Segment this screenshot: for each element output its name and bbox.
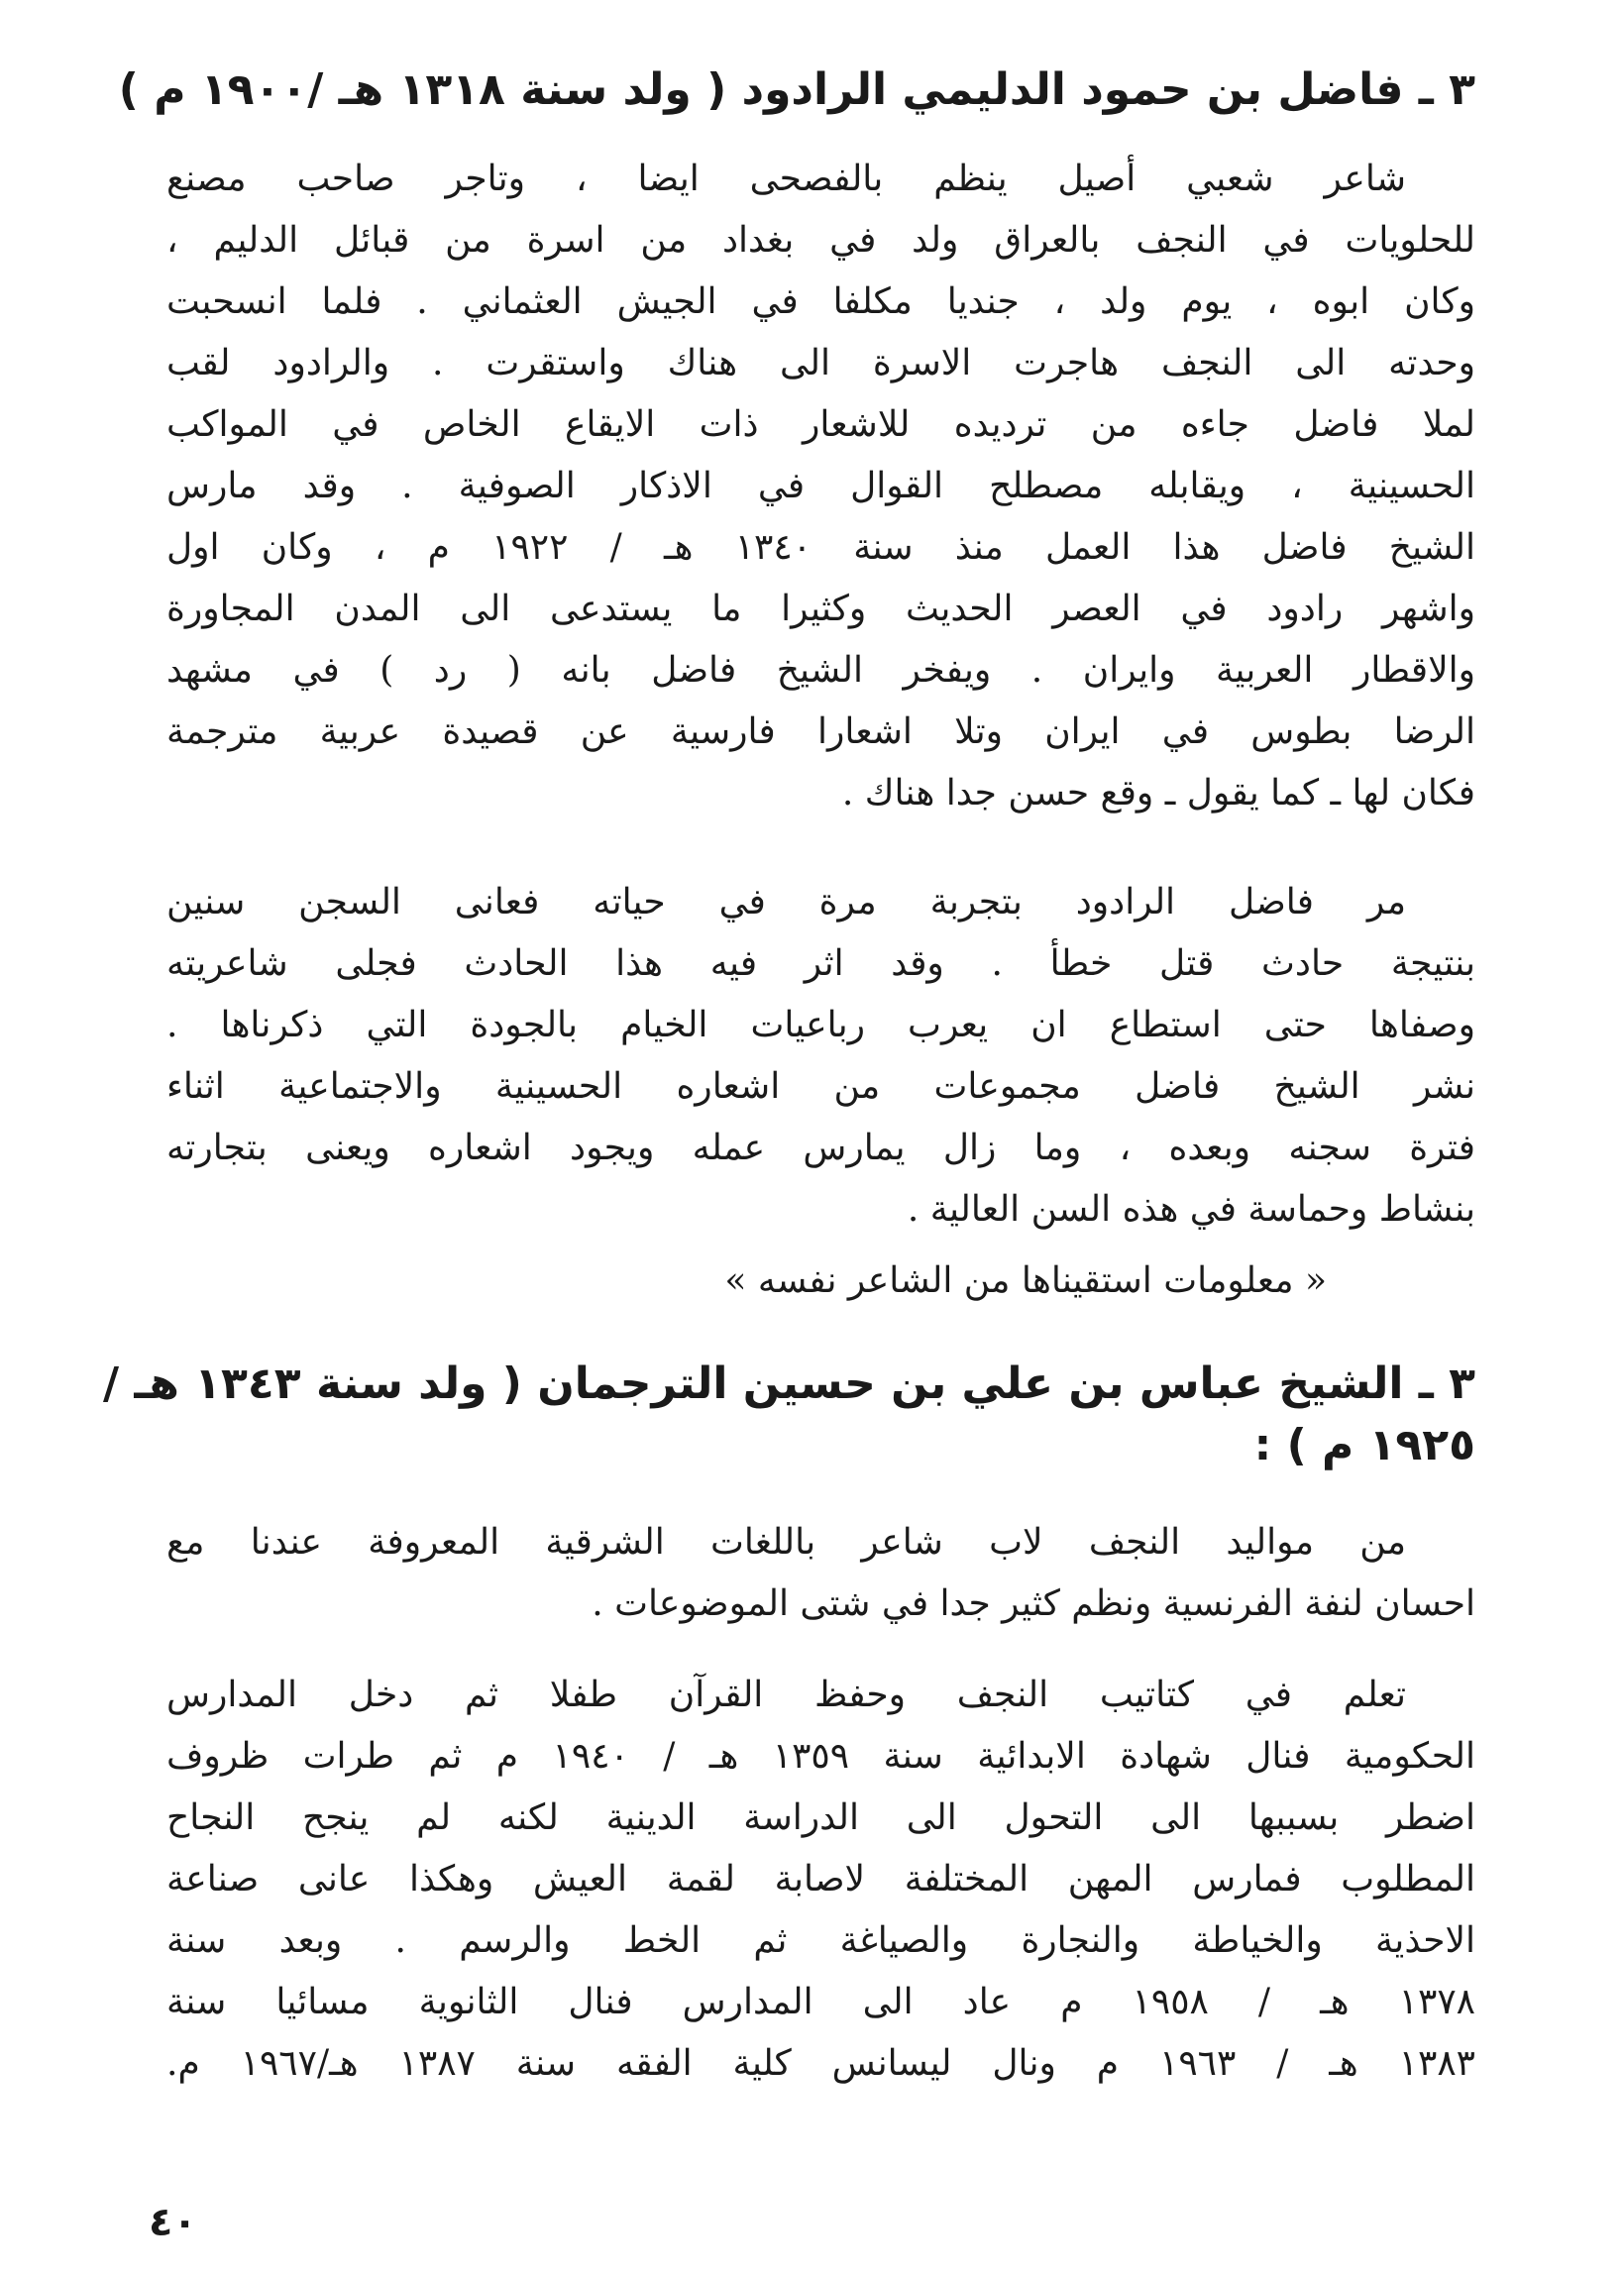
text-line: الاحذية والخياطة والنجارة والصياغة ثم الخط والرسم . وبعد سنة xyxy=(166,1920,1475,1961)
text-line: بنتيجة حادث قتل خطأ . وقد اثر فيه هذا الحادث فجلى شاعريته xyxy=(166,943,1475,984)
text-line: الرضا بطوس في ايران وتلا اشعارا فارسية عن قصيدة عربية مترجمة xyxy=(166,711,1475,752)
text-line: المطلوب فمارس المهن المختلفة لاصابة لقمة العيش وهكذا عانى صناعة xyxy=(166,1859,1475,1899)
text-line: الحكومية فنال شهادة الابدائية سنة ١٣٥٩ هـ / ١٩٤٠ م ثم طرات ظروف xyxy=(166,1736,1476,1777)
text-line: من مواليد النجف لاب شاعر باللغات الشرقية المعروفة عندنا مع xyxy=(166,1522,1406,1563)
section-heading-abbas-line2: ١٩٢٥ م ) : xyxy=(1253,1420,1475,1470)
text-line: اضطر بسببها الى التحول الى الدراسة الدينية لكنه لم ينجح النجاح xyxy=(166,1797,1475,1838)
text-line: والاقطار العربية وايران . ويفخر الشيخ فاضل بانه ( رد ) في مشهد xyxy=(166,650,1475,691)
text-line: نشر الشيخ فاضل مجموعات من اشعاره الحسينية والاجتماعية اثناء xyxy=(166,1066,1475,1107)
text-line: مر فاضل الرادود بتجربة مرة في حياته فعانى السجن سنين xyxy=(166,882,1406,922)
text-line: ١٣٨٣ هـ / ١٩٦٣ م ونال ليسانس كلية الفقه سنة ١٣٨٧ هـ/١٩٦٧ م. xyxy=(166,2043,1475,2084)
section-heading-abbas-line1: ٣ ـ الشيخ عباس بن علي بن حسين الترجمان ( ولد سنة ١٣٤٣ هـ / xyxy=(102,1358,1475,1409)
page-number: ٤٠ xyxy=(149,2200,197,2245)
text-line: ١٣٧٨ هـ / ١٩٥٨ م عاد الى المدارس فنال الثانوية مسائيا سنة xyxy=(166,1982,1475,2022)
paragraph-fadhil-prison xyxy=(166,872,1475,1241)
text-line: للحلويات في النجف بالعراق ولد في بغداد من اسرة من قبائل الدليم ، xyxy=(166,220,1475,261)
text-line: وحدته الى النجف هاجرت الاسرة الى هناك واستقرت . والرادود لقب xyxy=(166,343,1475,383)
text-line: احسان لنفة الفرنسية ونظم كثير جدا في شتى الموضوعات . xyxy=(592,1583,1475,1624)
text-line: بنشاط وحماسة في هذه السن العالية . xyxy=(907,1189,1475,1230)
source-note: « معلومات استقيناها من الشاعر نفسه » xyxy=(724,1260,1327,1301)
text-line: واشهر رادود في العصر الحديث وكثيرا ما يستدعى الى المدن المجاورة xyxy=(166,589,1475,629)
text-line: فترة سجنه وبعده ، وما زال يمارس عمله ويجود اشعاره ويعنى بتجارته xyxy=(166,1128,1475,1168)
text-line: تعلم في كتاتيب النجف وحفظ القرآن طفلا ثم دخل المدارس xyxy=(166,1675,1406,1715)
text-line: فكان لها ـ كما يقول ـ وقع حسن جدا هناك . xyxy=(841,773,1475,814)
text-line: وصفاها حتى استطاع ان يعرب رباعيات الخيام بالجودة التي ذكرناها . xyxy=(166,1005,1475,1045)
text-line: الحسينية ، ويقابله مصطلح القوال في الاذكار الصوفية . وقد مارس xyxy=(166,466,1475,506)
text-line: لملا فاضل جاءه من ترديده للاشعار ذات الايقاع الخاص في المواكب xyxy=(166,404,1475,445)
paragraph-abbas-origin xyxy=(166,1512,1475,1635)
paragraph-abbas-education xyxy=(166,1665,1475,2095)
section-heading-fadhil: ٣ ـ فاضل بن حمود الدليمي الرادود ( ولد سنة ١٣١٨ هـ /١٩٠٠ م ) xyxy=(118,64,1475,115)
text-line: شاعر شعبي أصيل ينظم بالفصحى ايضا ، وتاجر صاحب مصنع xyxy=(166,159,1406,199)
text-line: الشيخ فاضل هذا العمل منذ سنة ١٣٤٠ هـ / ١٩٢٢ م ، وكان اول xyxy=(166,527,1475,568)
text-line: وكان ابوه ، يوم ولد ، جنديا مكلفا في الجيش العثماني . فلما انسحبت xyxy=(166,281,1475,322)
paragraph-fadhil-bio xyxy=(166,149,1475,824)
